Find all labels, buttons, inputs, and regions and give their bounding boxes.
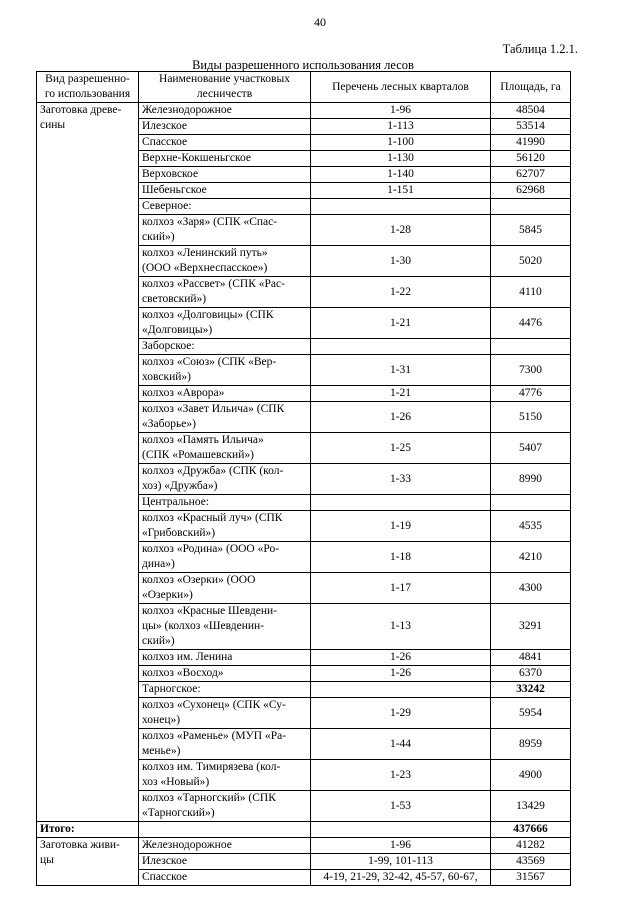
header-forestry: Наименование участковых лесничеств	[139, 72, 311, 103]
area-cell: 53514	[491, 119, 571, 135]
quarters-cell: 4-19, 21-29, 32-42, 45-57, 60-67,	[311, 870, 491, 886]
quarters-cell	[311, 495, 491, 511]
forestry-name-text: колхоз «Сухонец» (СПК «Су-	[142, 699, 286, 711]
area-cell	[491, 495, 571, 511]
table-body	[37, 103, 571, 886]
total-empty-cell	[139, 822, 311, 838]
area-cell: 62707	[491, 167, 571, 183]
quarters-cell: 1-26	[311, 650, 491, 666]
forestry-name-text: хоз «Новый»)	[142, 776, 210, 788]
forestry-name-text: «Заборье»)	[142, 418, 196, 430]
quarters-cell: 1-26	[311, 666, 491, 682]
use-type-text: Заготовка древе-	[40, 104, 122, 116]
forestry-name-cell	[139, 729, 311, 760]
total-area: 437666	[491, 822, 571, 838]
forestry-name-cell	[139, 386, 311, 402]
total-empty-cell	[311, 822, 491, 838]
area-cell: 62968	[491, 183, 571, 199]
forestry-name-text: хонец»)	[142, 714, 181, 726]
quarters-cell: 1-140	[311, 167, 491, 183]
forestry-name-text: Верхне-Кокшеньгское	[142, 152, 251, 164]
quarters-cell: 1-99, 101-113	[311, 854, 491, 870]
forestry-name-text: колхоз «Красный луч» (СПК	[142, 512, 283, 524]
forestry-name-text: Северное:	[142, 200, 192, 212]
forestry-name-text: световский»)	[142, 293, 207, 305]
forestry-name-cell	[139, 854, 311, 870]
table-row	[37, 838, 571, 854]
quarters-cell: 1-151	[311, 183, 491, 199]
forestry-name-cell	[139, 433, 311, 464]
forestry-name-text: колхоз «Завет Ильича» (СПК	[142, 403, 285, 415]
use-type-text: цы	[40, 854, 54, 866]
area-cell: 13429	[491, 791, 571, 822]
forestry-name-text: колхоз «Красные Шевдени-	[142, 605, 278, 617]
forestry-name-cell	[139, 666, 311, 682]
use-type-text: Заготовка живи-	[40, 839, 120, 851]
forestry-name-text: Железнодорожное	[142, 104, 232, 116]
quarters-cell: 1-19	[311, 511, 491, 542]
page-number: 40	[314, 15, 326, 29]
forestry-name-text: колхоз им. Ленина	[142, 651, 233, 663]
forestry-name-text: Верховское	[142, 168, 199, 180]
forestry-name-text: Илезское	[142, 120, 187, 132]
quarters-cell: 1-113	[311, 119, 491, 135]
quarters-cell: 1-30	[311, 246, 491, 277]
forestry-name-cell	[139, 495, 311, 511]
quarters-cell: 1-29	[311, 698, 491, 729]
area-cell: 8990	[491, 464, 571, 495]
forestry-name-text: колхоз «Заря» (СПК «Спас-	[142, 216, 278, 228]
forestry-name-cell	[139, 511, 311, 542]
forestry-name-cell	[139, 542, 311, 573]
forestry-name-cell	[139, 760, 311, 791]
forestry-name-text: колхоз «Дружба» (СПК (кол-	[142, 465, 284, 477]
quarters-cell: 1-21	[311, 386, 491, 402]
forestry-name-text: ховский»)	[142, 371, 192, 383]
quarters-cell: 1-25	[311, 433, 491, 464]
header-area: Площадь, га	[491, 72, 571, 103]
forestry-name-cell	[139, 183, 311, 199]
forestry-name-text: колхоз «Аврора»	[142, 387, 225, 399]
forestry-name-cell	[139, 308, 311, 339]
forestry-name-cell	[139, 838, 311, 854]
quarters-cell	[311, 682, 491, 698]
forestry-name-text: Центральное:	[142, 496, 210, 508]
area-cell: 4210	[491, 542, 571, 573]
forestry-name-text: колхоз «Озерки» (ООО	[142, 574, 256, 586]
area-cell: 33242	[491, 682, 571, 698]
quarters-cell: 1-18	[311, 542, 491, 573]
forestry-name-text: хоз) «Дружба»)	[142, 480, 218, 492]
quarters-cell: 1-53	[311, 791, 491, 822]
forestry-name-cell	[139, 604, 311, 650]
forestry-name-cell	[139, 103, 311, 119]
forestry-name-text: «Озерки»)	[142, 589, 193, 601]
quarters-cell	[311, 339, 491, 355]
forestry-name-text: Илезское	[142, 855, 187, 867]
forestry-name-cell	[139, 650, 311, 666]
area-cell: 41282	[491, 838, 571, 854]
forestry-name-text: колхоз «Тарногский» (СПК	[142, 792, 276, 804]
forestry-name-text: «Долговицы»)	[142, 324, 213, 336]
area-cell: 5407	[491, 433, 571, 464]
forestry-name-cell	[139, 402, 311, 433]
forestry-name-text: менье»)	[142, 745, 181, 757]
quarters-cell: 1-17	[311, 573, 491, 604]
quarters-cell: 1-44	[311, 729, 491, 760]
forestry-name-text: Спасское	[142, 136, 188, 148]
forestry-name-text: дина»)	[142, 558, 175, 570]
table-label: Таблица 1.2.1.	[502, 42, 578, 56]
quarters-cell: 1-100	[311, 135, 491, 151]
forestry-name-text: колхоз «Раменье» (МУП «Ра-	[142, 730, 287, 742]
area-cell: 4300	[491, 573, 571, 604]
area-cell: 3291	[491, 604, 571, 650]
forestry-name-text: Железнодорожное	[142, 839, 232, 851]
forestry-name-text: колхоз «Союз» (СПК «Вер-	[142, 356, 277, 368]
area-cell: 4841	[491, 650, 571, 666]
forestry-name-cell	[139, 682, 311, 698]
area-cell: 41990	[491, 135, 571, 151]
forestry-name-cell	[139, 870, 311, 886]
area-cell: 4110	[491, 277, 571, 308]
forestry-name-text: колхоз «Восход»	[142, 667, 224, 679]
table-header-row	[37, 72, 571, 103]
area-cell: 5954	[491, 698, 571, 729]
area-cell: 31567	[491, 870, 571, 886]
header-quarters: Перечень лесных кварталов	[311, 72, 491, 103]
quarters-cell: 1-22	[311, 277, 491, 308]
quarters-cell: 1-130	[311, 151, 491, 167]
forestry-name-text: Тарногское:	[142, 683, 201, 695]
area-cell: 8959	[491, 729, 571, 760]
area-cell: 5845	[491, 215, 571, 246]
forestry-name-text: Шебеньгское	[142, 184, 207, 196]
forestry-name-cell	[139, 339, 311, 355]
quarters-cell: 1-33	[311, 464, 491, 495]
header-use-type: Вид разрешенно- го использования	[37, 72, 139, 103]
forestry-name-text: колхоз «Долговицы» (СПК	[142, 309, 274, 321]
forestry-name-text: колхоз «Рассвет» (СПК «Рас-	[142, 278, 285, 290]
forestry-name-text: «Тарногский»)	[142, 807, 215, 819]
forestry-name-cell	[139, 464, 311, 495]
total-label: Итого:	[37, 822, 139, 838]
area-cell: 48504	[491, 103, 571, 119]
quarters-cell: 1-23	[311, 760, 491, 791]
area-cell: 6370	[491, 666, 571, 682]
total-row	[37, 822, 571, 838]
forest-use-table	[36, 71, 571, 886]
use-type-cell	[37, 838, 139, 886]
forestry-name-text: колхоз им. Тимирязева (кол-	[142, 761, 281, 773]
quarters-cell: 1-96	[311, 838, 491, 854]
table-title: Виды разрешенного использования лесов	[192, 58, 414, 72]
forestry-name-text: ский»)	[142, 231, 175, 243]
area-cell: 4535	[491, 511, 571, 542]
quarters-cell: 1-13	[311, 604, 491, 650]
area-cell: 5150	[491, 402, 571, 433]
forestry-name-text: цы» (колхоз «Шевденин-	[142, 620, 265, 632]
forestry-name-text: «Грибовский»)	[142, 527, 216, 539]
forestry-name-cell	[139, 151, 311, 167]
forestry-name-cell	[139, 135, 311, 151]
forestry-name-cell	[139, 215, 311, 246]
forestry-name-text: ский»)	[142, 635, 175, 647]
area-cell	[491, 199, 571, 215]
forestry-name-text: Заборское:	[142, 340, 195, 352]
use-type-cell	[37, 103, 139, 822]
use-type-text: сины	[40, 119, 66, 131]
quarters-cell: 1-21	[311, 308, 491, 339]
quarters-cell	[311, 199, 491, 215]
area-cell: 4776	[491, 386, 571, 402]
area-cell	[491, 339, 571, 355]
forestry-name-cell	[139, 698, 311, 729]
forestry-name-text: колхоз «Родина» (ООО «Ро-	[142, 543, 280, 555]
forestry-name-cell	[139, 246, 311, 277]
quarters-cell: 1-31	[311, 355, 491, 386]
area-cell: 4476	[491, 308, 571, 339]
area-cell: 4900	[491, 760, 571, 791]
area-cell: 43569	[491, 854, 571, 870]
forestry-name-cell	[139, 119, 311, 135]
quarters-cell: 1-26	[311, 402, 491, 433]
area-cell: 5020	[491, 246, 571, 277]
forestry-name-text: Спасское	[142, 871, 188, 883]
forestry-name-cell	[139, 167, 311, 183]
quarters-cell: 1-96	[311, 103, 491, 119]
forestry-name-text: (ООО «Верхнеспасское»)	[142, 262, 268, 274]
forestry-name-cell	[139, 199, 311, 215]
area-cell: 7300	[491, 355, 571, 386]
area-cell: 56120	[491, 151, 571, 167]
forestry-name-text: (СПК «Ромашевский»)	[142, 449, 254, 461]
quarters-cell: 1-28	[311, 215, 491, 246]
forestry-name-cell	[139, 573, 311, 604]
forestry-name-text: колхоз «Ленинский путь»	[142, 247, 268, 259]
forestry-name-cell	[139, 791, 311, 822]
table-row	[37, 103, 571, 119]
forestry-name-text: колхоз «Память Ильича»	[142, 434, 264, 446]
forestry-name-cell	[139, 277, 311, 308]
forestry-name-cell	[139, 355, 311, 386]
